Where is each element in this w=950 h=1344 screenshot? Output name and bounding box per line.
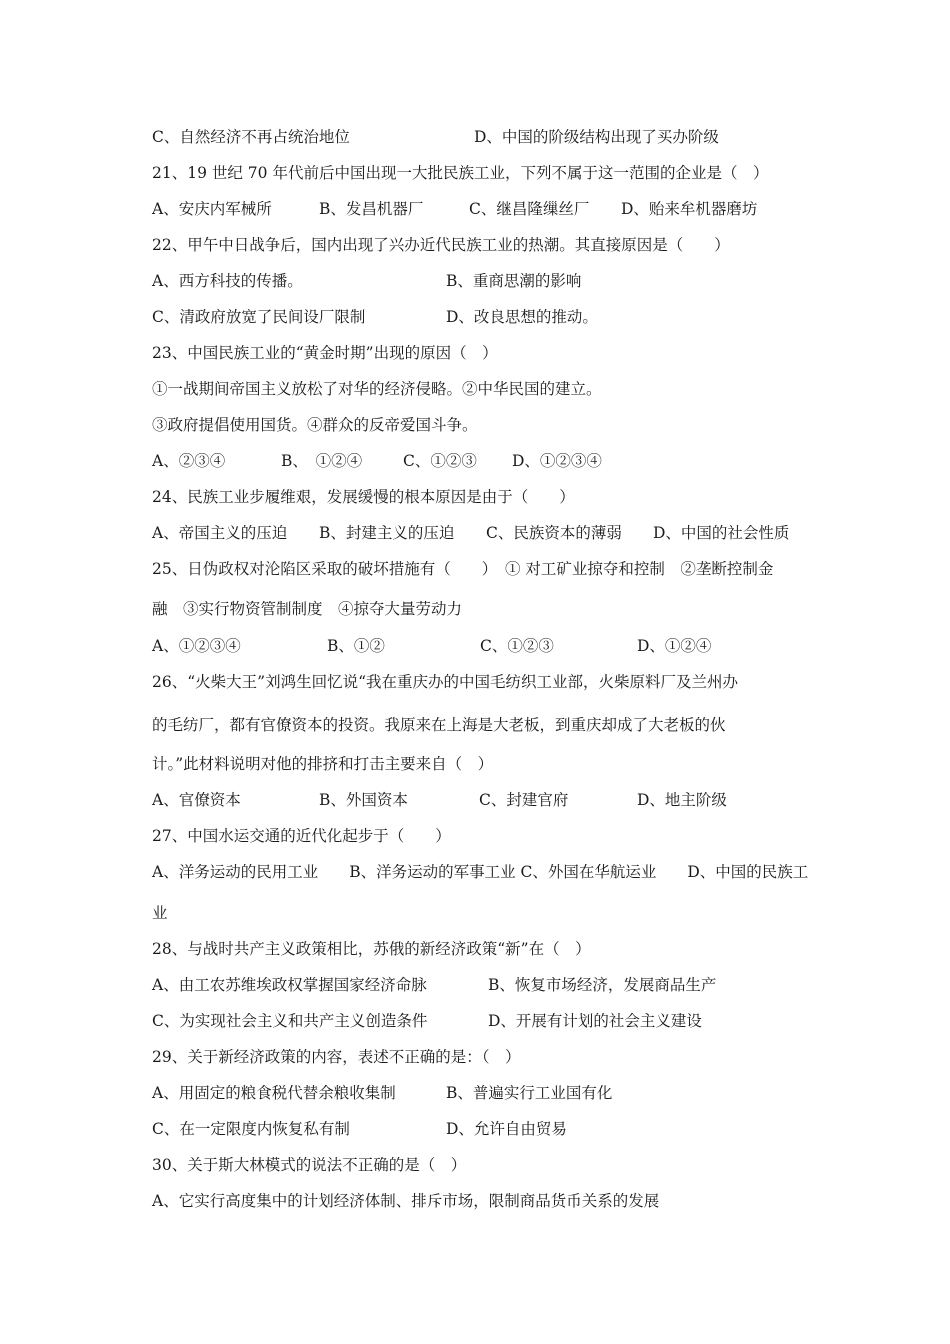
q25-option-c: C、①②③ [480,637,554,655]
question-22: 22、甲午中日战争后，国内出现了兴办近代民族工业的热潮。其直接原因是（ ） [152,236,730,254]
q29-option-b: B、普遍实行工业国有化 [446,1084,613,1102]
q22-option-b: B、重商思潮的影响 [446,272,582,290]
question-29: 29、关于新经济政策的内容，表述不正确的是：（ ） [152,1048,521,1066]
question-30: 30、关于斯大林模式的说法不正确的是（ ） [152,1156,467,1174]
question-25: 25、日伪政权对沦陷区采取的破坏措施有（ ） ① 对工矿业掠夺和控制 ②垄断控制金 [152,560,774,578]
question-23: 23、中国民族工业的“黄金时期”出现的原因（ ） [152,344,498,362]
option-d: D、中国的阶级结构出现了买办阶级 [474,128,719,146]
q21-option-d: D、贻来牟机器磨坊 [621,200,758,218]
q25-option-d: D、①②④ [637,637,712,655]
q26-option-c: C、封建官府 [479,791,569,809]
q22-option-a: A、西方科技的传播。 [152,272,303,290]
q25-option-b: B、①② [327,637,385,655]
q21-option-c: C、继昌隆缫丝厂 [469,200,590,218]
q27-options: A、洋务运动的民用工业 B、洋务运动的军事工业 C、外国在华航运业 D、中国的民族工 [152,863,809,881]
question-28: 28、与战时共产主义政策相比，苏俄的新经济政策“新”在（ ） [152,940,591,958]
question-24: 24、民族工业步履维艰，发展缓慢的根本原因是由于（ ） [152,488,575,506]
q30-option-a: A、它实行高度集中的计划经济体制、排斥市场，限制商品货币关系的发展 [152,1192,660,1210]
q28-option-a: A、由工农苏维埃政权掌握国家经济命脉 [152,976,427,994]
question-26: 26、“火柴大王”刘鸿生回忆说“我在重庆办的中国毛纺织工业部，火柴原料厂及兰州办 [152,673,738,691]
q29-option-a: A、用固定的粮食税代替余粮收集制 [152,1084,396,1102]
q21-option-b: B、发昌机器厂 [319,200,424,218]
question-26-cont-2: 计。”此材料说明对他的排挤和打击主要来自（ ） [152,755,494,773]
q24-option-a: A、帝国主义的压迫 [152,524,288,542]
q22-option-c: C、清政府放宽了民间设厂限制 [152,308,366,326]
question-26-cont-1: 的毛纺厂，都有官僚资本的投资。我原来在上海是大老板，到重庆却成了大老板的伙 [152,716,726,734]
option-c: C、自然经济不再占统治地位 [152,128,350,146]
q24-option-c: C、民族资本的薄弱 [486,524,622,542]
q23-option-a: A、②③④ [152,452,226,470]
q22-option-d: D、改良思想的推动。 [446,308,598,326]
q28-option-b: B、恢复市场经济，发展商品生产 [488,976,717,994]
q23-statement-2: ③政府提倡使用国货。④群众的反帝爱国斗争。 [152,416,478,434]
q23-statement-1: ①一战期间帝国主义放松了对华的经济侵略。②中华民国的建立。 [152,380,602,398]
question-25-cont: 融 ③实行物资管制制度 ④掠夺大量劳动力 [152,600,463,618]
q29-option-d: D、允许自由贸易 [446,1120,567,1138]
q27-options-cont: 业 [152,904,168,922]
question-21: 21、19 世纪 70 年代前后中国出现一大批民族工业，下列不属于这一范围的企业是（ ） [152,164,769,182]
q26-option-b: B、外国资本 [319,791,408,809]
q26-option-d: D、地主阶级 [637,791,727,809]
q28-option-d: D、开展有计划的社会主义建设 [488,1012,702,1030]
question-27: 27、中国水运交通的近代化起步于（ ） [152,827,451,845]
q24-option-b: B、封建主义的压迫 [319,524,455,542]
q29-option-c: C、在一定限度内恢复私有制 [152,1120,350,1138]
q23-option-b: B、 ①②④ [281,452,363,470]
q23-option-c: C、①②③ [403,452,477,470]
q25-option-a: A、①②③④ [152,637,241,655]
q23-option-d: D、①②③④ [512,452,602,470]
q24-option-d: D、中国的社会性质 [653,524,790,542]
q28-option-c: C、为实现社会主义和共产主义创造条件 [152,1012,428,1030]
q26-option-a: A、官僚资本 [152,791,241,809]
q21-option-a: A、安庆内军械所 [152,200,272,218]
